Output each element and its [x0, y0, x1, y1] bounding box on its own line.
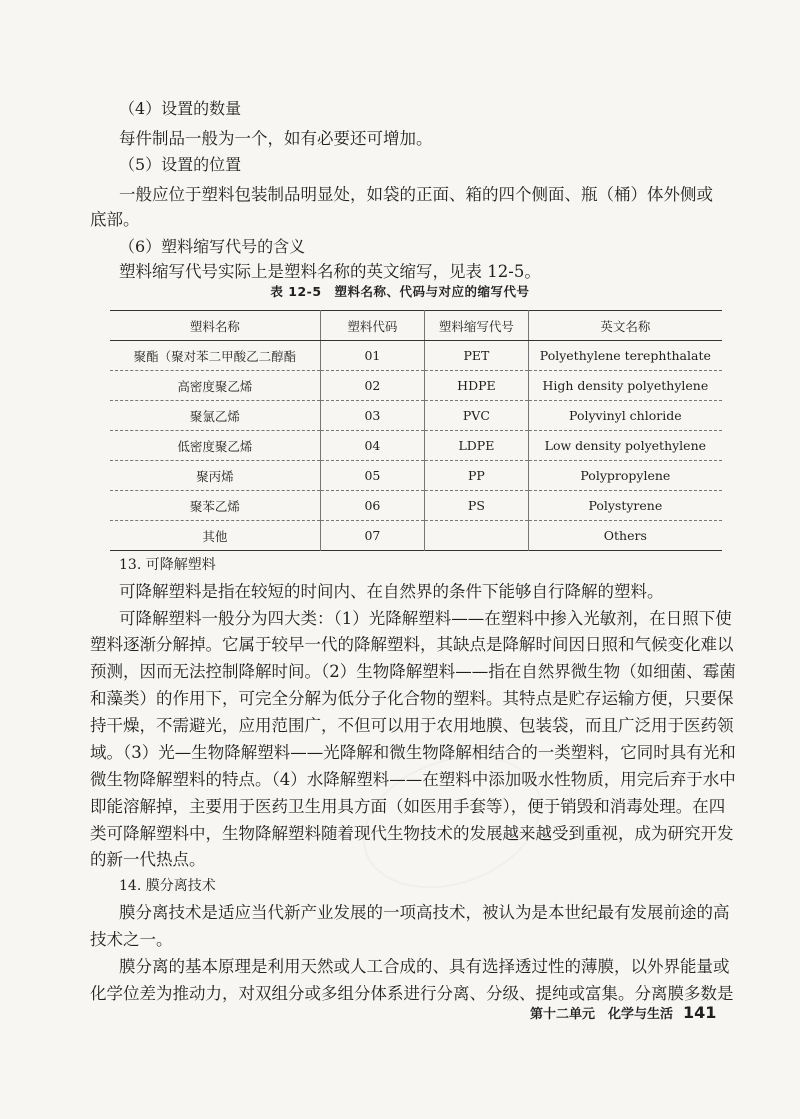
- table-cell: 聚苯乙烯: [110, 491, 320, 521]
- table-cell: 聚氯乙烯: [110, 401, 320, 431]
- page-number: 141: [683, 1003, 717, 1022]
- paragraph-line: 膜分离技术是适应当代新产业发展的一项高技术，被认为是本世纪最有发展前途的高: [119, 903, 730, 922]
- subheading-meaning: （6）塑料缩写代号的含义: [119, 237, 306, 256]
- plastic-codes-table: [110, 310, 722, 551]
- column-header: 塑料代码: [320, 311, 424, 341]
- table-caption: 表 12-5 塑料名称、代码与对应的缩写代号: [270, 284, 530, 299]
- table-cell: PS: [425, 491, 529, 521]
- table-row: [110, 371, 722, 401]
- paragraph-line: 持干燥，不需避光，应用范围广，不但可以用于农用地膜、包装袋，而且广泛用于医药领: [90, 716, 734, 735]
- table-cell: 01: [320, 341, 424, 371]
- paragraph-line: 可降解塑料一般分为四大类：（1）光降解塑料——在塑料中掺入光敏剂，在日照下使: [119, 609, 732, 628]
- paragraph-line: 和藻类）的作用下，可完全分解为低分子化合物的塑料。其特点是贮存运输方便，只要保: [90, 689, 734, 708]
- column-header: 塑料名称: [110, 311, 320, 341]
- paragraph-line: 化学位差为推动力，对双组分或多组分体系进行分离、分级、提纯或富集。分离膜多数是: [90, 984, 734, 1003]
- table-cell: HDPE: [425, 371, 529, 401]
- table-cell: 其他: [110, 521, 320, 551]
- paragraph-line: 即能溶解掉，主要用于医药卫生用具方面（如医用手套等），便于销毁和消毒处理。在四: [90, 797, 726, 816]
- table-cell: 聚酯（聚对苯二甲酸乙二醇酯: [110, 341, 320, 371]
- paragraph-line: 类可降解塑料中，生物降解塑料随着现代生物技术的发展越来越受到重视，成为研究开发: [90, 824, 734, 843]
- table-cell: PP: [425, 461, 529, 491]
- section-heading-14: 14. 膜分离技术: [119, 878, 216, 894]
- table-cell: Polypropylene: [528, 461, 722, 491]
- paragraph-line: 技术之一。: [90, 930, 173, 949]
- table-cell: 02: [320, 371, 424, 401]
- table-cell: Others: [603, 528, 647, 543]
- column-header: 塑料缩写代号: [425, 311, 529, 341]
- unit-title: 第十二单元 化学与生活: [530, 1007, 674, 1022]
- table-cell: PVC: [425, 401, 529, 431]
- table-cell: 高密度聚乙烯: [110, 371, 320, 401]
- table-cell: 04: [320, 431, 424, 461]
- paragraph-line: 微生物降解塑料的特点。（4）水降解塑料——在塑料中添加吸水性物质，用完后弃于水中: [90, 770, 736, 789]
- paragraph-line: 一般应位于塑料包装制品明显处，如袋的正面、箱的四个侧面、瓶（桶）体外侧或: [119, 185, 713, 204]
- table-cell: High density polyethylene: [528, 371, 722, 401]
- paragraph-line: 底部。: [90, 210, 140, 229]
- table-cell: 05: [320, 461, 424, 491]
- table-header-row: [110, 311, 722, 341]
- table-row: [110, 431, 722, 461]
- table-row: [110, 461, 722, 491]
- table-cell: Polyethylene terephthalate: [528, 341, 722, 371]
- paragraph-line: 每件制品一般为一个，如有必要还可增加。: [119, 129, 433, 148]
- table-row: [110, 521, 722, 551]
- table-cell: 06: [320, 491, 424, 521]
- paragraph-line: 预测，因而无法控制降解时间。（2）生物降解塑料——指在自然界微生物（如细菌、霉菌: [90, 662, 736, 681]
- paragraph-line: 膜分离的基本原理是利用天然或人工合成的、具有选择透过性的薄膜，以外界能量或: [119, 957, 730, 976]
- paragraph-line: 塑料逐渐分解掉。它属于较早一代的降解塑料，其缺点是降解时间因日照和气候变化难以: [90, 635, 734, 654]
- table-cell: PET: [425, 341, 529, 371]
- paragraph-line: 可降解塑料是指在较短的时间内、在自然界的条件下能够自行降解的塑料。: [119, 582, 664, 601]
- table-cell: Polyvinyl chloride: [528, 401, 722, 431]
- paragraph-line: 的新一代热点。: [90, 850, 206, 869]
- table-cell: Polystyrene: [528, 491, 722, 521]
- page-footer: [530, 1003, 716, 1022]
- table-row: [110, 401, 722, 431]
- table-cell: LDPE: [425, 431, 529, 461]
- table-row: [110, 341, 722, 371]
- table-cell: 07: [320, 521, 424, 551]
- paragraph-line: 塑料缩写代号实际上是塑料名称的英文缩写，见表 12-5。: [119, 262, 541, 281]
- paragraph-line: 域。（3）光—生物降解塑料——光降解和微生物降解相结合的一类塑料，它同时具有光和: [90, 743, 736, 762]
- table-row: [110, 491, 722, 521]
- table-cell: 低密度聚乙烯: [110, 431, 320, 461]
- subheading-position: （5）设置的位置: [119, 155, 242, 174]
- table-cell: 聚丙烯: [110, 461, 320, 491]
- table-cell: [425, 521, 529, 551]
- table-cell: Low density polyethylene: [528, 431, 722, 461]
- column-header: 英文名称: [528, 311, 722, 341]
- section-heading-13: 13. 可降解塑料: [119, 557, 216, 573]
- subheading-quantity: （4）设置的数量: [119, 99, 242, 118]
- table-cell: 03: [320, 401, 424, 431]
